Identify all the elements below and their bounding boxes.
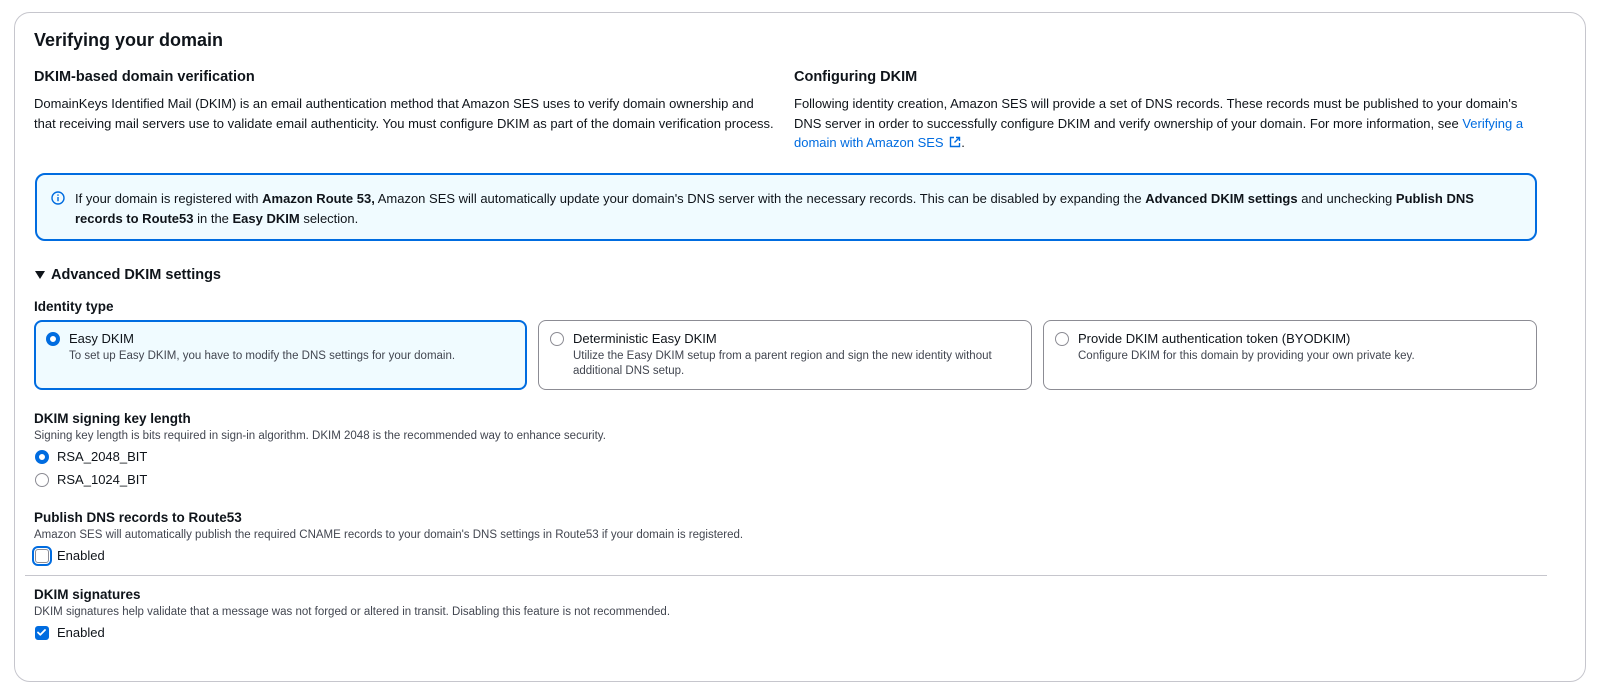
alert-bold-advanced: Advanced DKIM settings bbox=[1145, 191, 1298, 206]
verifying-domain-link-text: Verifying a domain with Amazon SES bbox=[794, 115, 1524, 150]
alert-text-3: and unchecking bbox=[1297, 191, 1396, 206]
alert-text-4: in the bbox=[193, 210, 233, 226]
alert-bold-route53: Amazon Route 53, bbox=[262, 191, 375, 206]
alert-bold-publish: Publish DNS records to Route53 bbox=[75, 191, 1474, 226]
publish-dns-checkbox[interactable] bbox=[35, 549, 49, 563]
configuring-dkim-description bbox=[794, 94, 1534, 153]
radio-unselected-icon[interactable] bbox=[550, 332, 564, 346]
key-length-option-1024[interactable] bbox=[35, 472, 147, 487]
alert-text-2: Amazon SES will automatically update your domain's DNS server with the necessary records. This can be disabled by expanding the bbox=[374, 191, 1146, 206]
alert-text-5: selection. bbox=[299, 210, 359, 226]
dkim-signatures-checkbox[interactable] bbox=[35, 626, 49, 640]
publish-dns-checkbox-label: Enabled bbox=[57, 548, 105, 563]
info-circle-icon bbox=[51, 191, 65, 205]
identity-option-deterministic-easy-dkim[interactable] bbox=[538, 320, 1032, 390]
section-title: Verifying your domain bbox=[34, 30, 224, 50]
identity-option-byodkim[interactable] bbox=[1043, 320, 1537, 390]
radio-selected-icon[interactable] bbox=[35, 450, 49, 464]
radio-unselected-icon[interactable] bbox=[35, 473, 49, 487]
dkim-verification-heading: DKIM-based domain verification bbox=[34, 69, 255, 85]
identity-option-title: Deterministic Easy DKIM bbox=[573, 331, 717, 346]
external-link-icon bbox=[949, 136, 961, 148]
radio-selected-icon[interactable] bbox=[46, 332, 60, 346]
alert-message bbox=[75, 189, 1515, 228]
dkim-signatures-description: DKIM signatures help validate that a message was not forged or altered in transit. Disabling this feature is not recommended. bbox=[34, 606, 671, 618]
identity-option-description: Configure DKIM for this domain by providing your own private key. bbox=[1078, 350, 1415, 362]
configuring-dkim-trailing: . bbox=[961, 135, 965, 150]
alert-bold-easy-dkim: Easy DKIM bbox=[232, 210, 300, 226]
identity-option-description: Utilize the Easy DKIM setup from a parent region and sign the new identity without additional DNS setup. bbox=[573, 350, 992, 377]
key-length-description: Signing key length is bits required in sign-in algorithm. DKIM 2048 is the recommended way to enhance security. bbox=[34, 430, 606, 442]
publish-dns-description: Amazon SES will automatically publish the required CNAME records to your domain's DNS settings in Route53 if your domain is registered. bbox=[34, 529, 744, 541]
dkim-verification-description: DomainKeys Identified Mail (DKIM) is an email authentication method that Amazon SES uses to verify domain ownership and that receiving mail servers use to validate email authenticity. You must configure DKIM as part of the domain verification process. bbox=[34, 96, 774, 131]
key-length-option-label: RSA_1024_BIT bbox=[57, 472, 148, 487]
key-length-option-2048[interactable] bbox=[35, 449, 147, 464]
dkim-signatures-label: DKIM signatures bbox=[34, 587, 141, 602]
configuring-dkim-heading: Configuring DKIM bbox=[794, 69, 918, 85]
identity-option-description: To set up Easy DKIM, you have to modify the DNS settings for your domain. bbox=[69, 350, 456, 362]
dkim-signatures-checkbox-label: Enabled bbox=[57, 625, 105, 640]
alert-text-1: If your domain is registered with bbox=[75, 191, 263, 206]
key-length-label: DKIM signing key length bbox=[34, 411, 191, 426]
identity-option-title: Provide DKIM authentication token (BYODKIM) bbox=[1078, 331, 1351, 346]
verifying-domain-panel bbox=[14, 12, 1586, 682]
publish-dns-checkbox-row[interactable] bbox=[35, 548, 105, 563]
checkmark-icon bbox=[36, 627, 47, 638]
identity-option-easy-dkim[interactable] bbox=[34, 320, 527, 390]
identity-type-label: Identity type bbox=[34, 299, 114, 314]
dkim-signatures-checkbox-row[interactable] bbox=[35, 625, 105, 640]
route53-info-alert bbox=[35, 173, 1537, 241]
advanced-dkim-settings-label: Advanced DKIM settings bbox=[51, 267, 221, 283]
publish-dns-label: Publish DNS records to Route53 bbox=[34, 510, 242, 525]
section-divider bbox=[25, 575, 1547, 576]
caret-down-icon bbox=[35, 271, 45, 279]
configuring-dkim-text: Following identity creation, Amazon SES will provide a set of DNS records. These records must be published to your domain's DNS server in order to successfully configure DKIM and verify ownership of your domain. For more information, see bbox=[794, 96, 1518, 131]
radio-unselected-icon[interactable] bbox=[1055, 332, 1069, 346]
key-length-option-label: RSA_2048_BIT bbox=[57, 449, 148, 464]
advanced-dkim-settings-toggle[interactable] bbox=[35, 267, 221, 283]
identity-option-title: Easy DKIM bbox=[69, 331, 135, 346]
